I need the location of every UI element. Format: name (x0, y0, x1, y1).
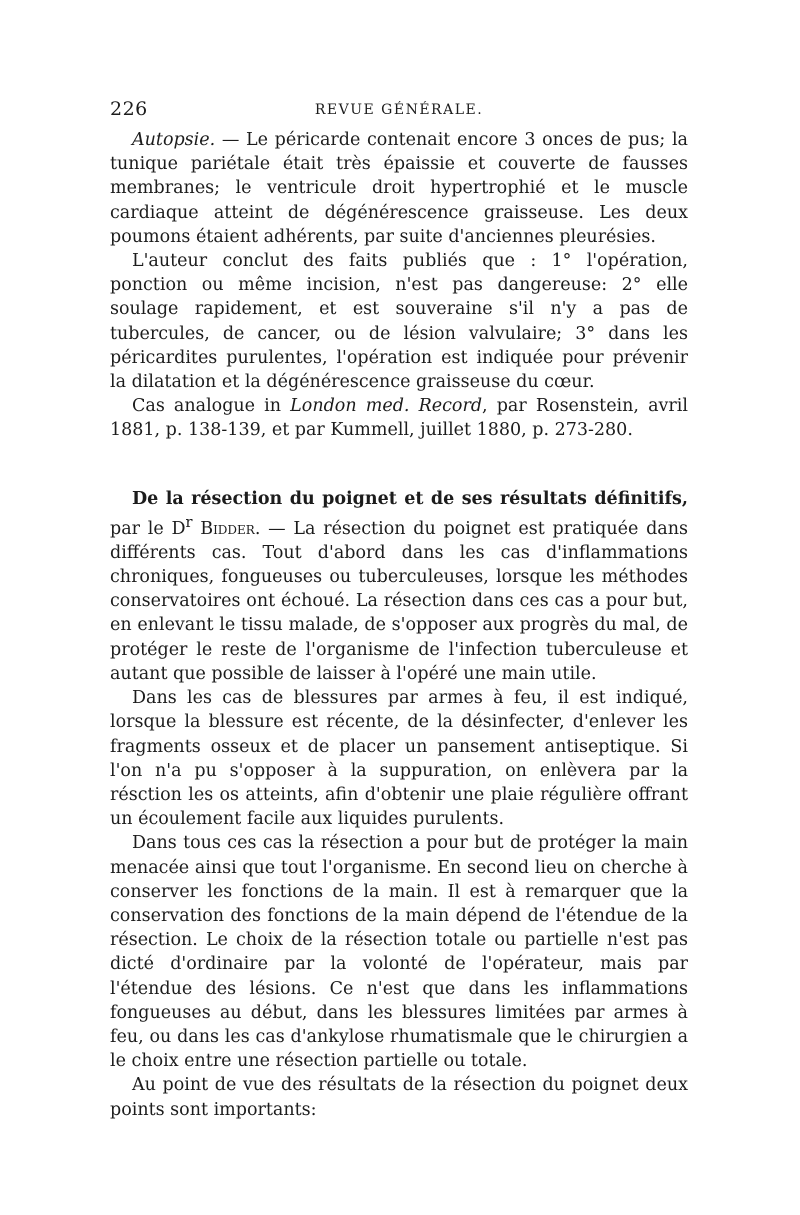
article-intro-text: . — La résection du poignet est pratiquée dans différents cas. Tout d'abord dans les cas d'inflammations chroniques, fongueuses ou tuberculeuses, lorsque les méthodes conservatoires ont échoué. La résection dans ces cas a pour but, en enlevant le tissu malade, de s'opposer aux progrès du mal, de protéger le reste de l'organisme de l'infection tuberculeuse et autant que possible de laisser à l'opéré une main utile. (110, 518, 688, 684)
running-title: REVUE GÉNÉRALE. (314, 102, 484, 118)
article-by-sup: r (185, 513, 193, 531)
article-title: De la résection du poignet et de ses résultats définitifs, (132, 488, 688, 509)
references-paragraph (110, 394, 688, 442)
page-number: 226 (110, 98, 148, 120)
article-by: par le D (110, 518, 186, 539)
reference-prefix: Cas analogue in (132, 396, 291, 417)
journal-title: London med. Record (290, 396, 483, 417)
conclusion-paragraph: L'auteur conclut des faits publiés que : 1° l'opération, ponction ou même incision, n'est pas dangereuse: 2° elle soulage rapidement, et est souveraine s'il n'y a pas de tubercules, de cancer, ou de lésion valvulaire; 3° dans les péricardites purulentes, l'opération est indiquée pour prévenir la dilatation et la dégénérescence graisseuse du cœur. (110, 251, 688, 393)
page-header (110, 96, 688, 128)
section-gap (110, 443, 688, 487)
body-paragraph-firearms: Dans les cas de blessures par armes à feu, il est indiqué, lorsque la blessure est récente, de la désinfecter, d'enlever les fragments osseux et de placer un pansement antiseptique. Si l'on n'a pu s'opposer à la suppuration, on enlèvera par la résction les os atteints, afin d'obtenir une plaie régulière offrant un écoulement facile aux liquides purulents. (110, 688, 688, 830)
body-paragraph-functions: Dans tous ces cas la résection a pour but de protéger la main menacée ainsi que tout l'organisme. En second lieu on cherche à conserver les fonctions de la main. Il est à remarquer que la conservation des fonctions de la main dépend de l'étendue de la résection. Le choix de la résection totale ou partielle n'est pas dicté d'ordinaire par la volonté de l'opérateur, mais par l'étendue des lésions. Ce n'est que dans les inflammations fongueuses au début, dans les blessures limitées par armes à feu, ou dans les cas d'ankylose rhumatismale que le chirurgien a le choix entre une résection partielle ou totale. (110, 833, 688, 1072)
article-author: Bidder (200, 518, 255, 539)
autopsie-paragraph (110, 128, 688, 249)
article-intro-paragraph (110, 487, 688, 686)
autopsie-label: Autopsie. (132, 130, 216, 150)
autopsie-text: — Le péricarde contenait encore 3 onces de pus; la tunique pariétale était très épaissie et couverte de fausses membranes; le ventricule droit hypertrophié et le muscle cardiaque atteint de dégénérescence graisseuse. Les deux poumons étaient adhérents, par suite d'anciennes pleurésies. (110, 130, 688, 247)
reference-suffix: , par Rosenstein, avril 1881, p. 138-139, et par Kummell, juillet 1880, p. 273-280. (110, 396, 688, 441)
document-page (110, 96, 688, 1122)
body-paragraph-results: Au point de vue des résultats de la résection du poignet deux points sont importants: (110, 1075, 688, 1120)
